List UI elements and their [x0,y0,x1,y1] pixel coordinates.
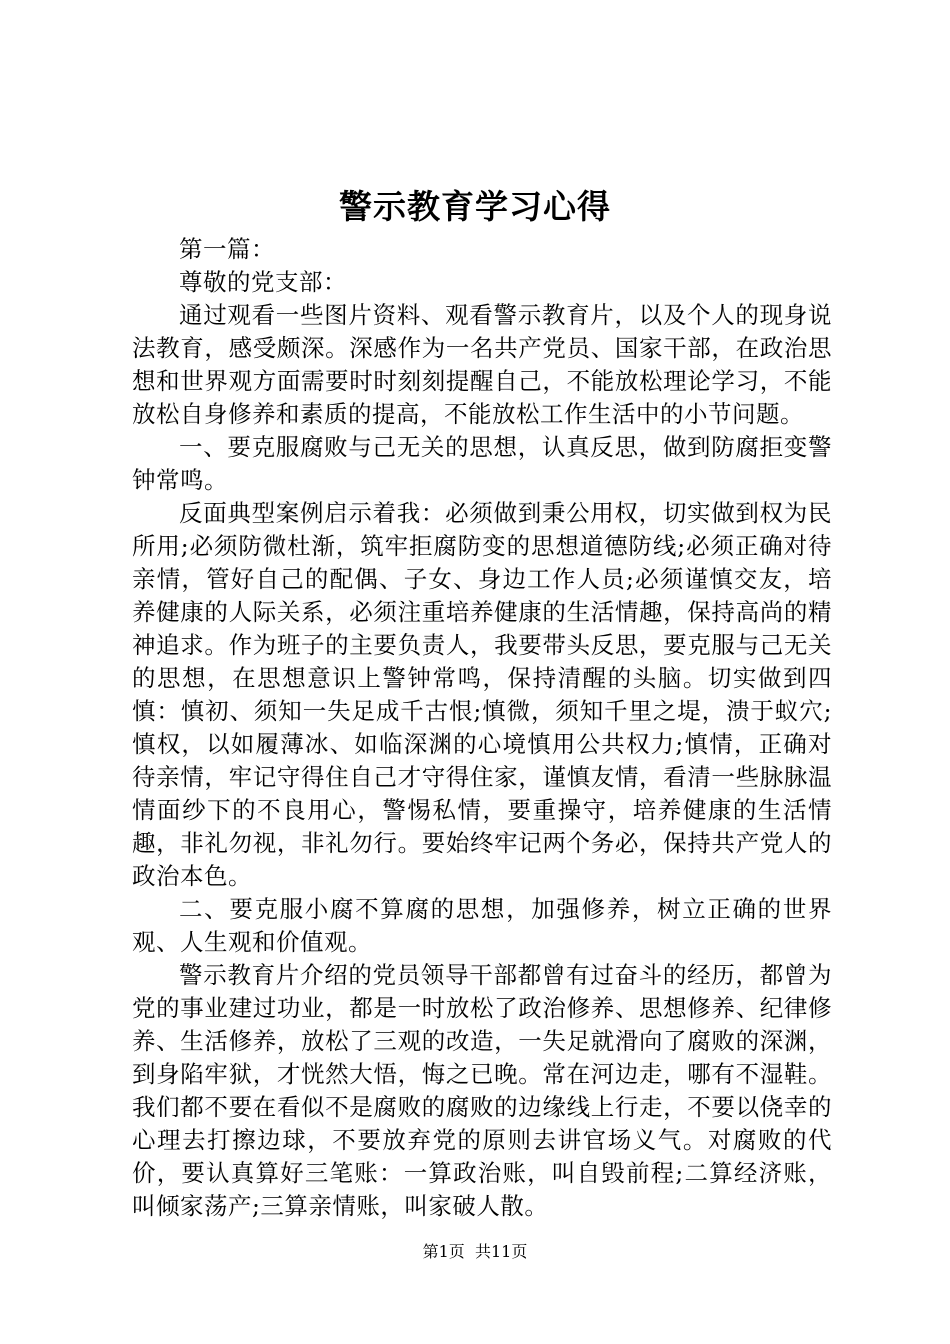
paragraph: 二、要克服小腐不算腐的思想，加强修养，树立正确的世界观、人生观和价值观。 [132,895,832,956]
section-heading: 第一篇： [179,235,275,263]
paragraph: 警示教育片介绍的党员领导干部都曾有过奋斗的经历，都曾为党的事业建过功业，都是一时放松了政治修养、思想修养、纪律修养、生活修养，放松了三观的改造，一失足就滑向了腐败的深渊，到身陷牢狱，才恍然大悟，悔之已晚。常在河边走，哪有不湿鞋。我们都不要在看似不是腐败的腐败的边缘线上行走，不要以侥幸的心理去打擦边球，不要放弃党的原则去讲官场义气。对腐败的代价，要认真算好三笔账：一算政治账，叫自毁前程;二算经济账，叫倾家荡产;三算亲情账，叫家破人散。 [132,961,832,1220]
paragraph: 反面典型案例启示着我：必须做到秉公用权，切实做到权为民所用;必须防微杜渐，筑牢拒腐防变的思想道德防线;必须正确对待亲情，管好自己的配偶、子女、身边工作人员;必须谨慎交友，培养健康的人际关系，必须注重培养健康的生活情趣，保持高尚的精神追求。作为班子的主要负责人，我要带头反思，要克服与己无关的思想，在思想意识上警钟常鸣，保持清醒的头脑。切实做到四慎：慎初、须知一失足成千古恨;慎微，须知千里之堤，溃于蚁穴;慎权，以如履薄冰、如临深渊的心境慎用公共权力;慎情，正确对待亲情，牢记守得住自己才守得住家，谨慎友情，看清一些脉脉温情面纱下的不良用心，警惕私情，要重操守，培养健康的生活情趣，非礼勿视，非礼勿行。要始终牢记两个务必，保持共产党人的政治本色。 [132,499,832,890]
document-title: 警示教育学习心得 [339,187,611,226]
page-footer [0,1241,950,1263]
salutation: 尊敬的党支部： [179,268,347,296]
page-total: 共11页 [474,1242,528,1261]
document-body [132,233,832,1223]
paragraph: 一、要克服腐败与己无关的思想，认真反思，做到防腐拒变警钟常鸣。 [132,433,832,494]
page-number: 第1页 [422,1242,465,1261]
paragraph: 通过观看一些图片资料、观看警示教育片，以及个人的现身说法教育，感受颇深。深感作为一名共产党员、国家干部，在政治思想和世界观方面需要时时刻刻提醒自己，不能放松理论学习，不能放松自身修养和素质的提高，不能放松工作生活中的小节问题。 [132,301,832,428]
